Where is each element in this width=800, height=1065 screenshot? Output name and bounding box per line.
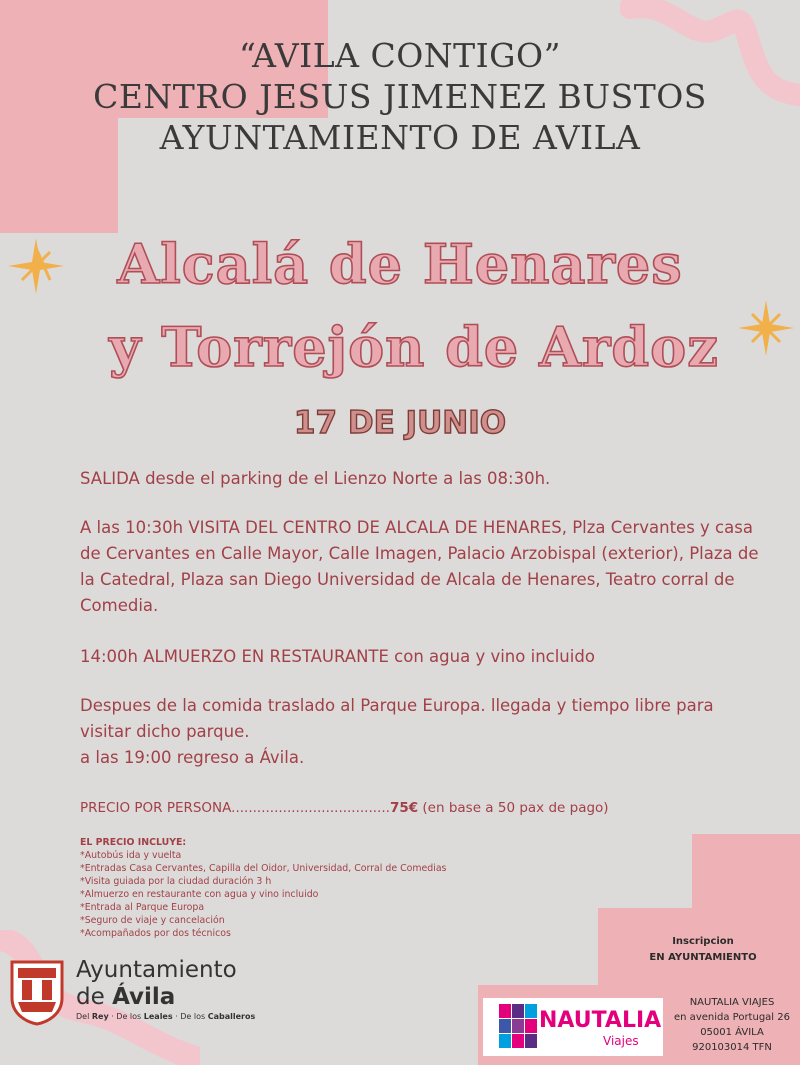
contact-line: NAUTALIA VIAJES xyxy=(689,997,775,1008)
header-line: CENTRO JESUS JIMENEZ BUSTOS xyxy=(93,77,707,116)
event-date: 17 DE JUNIO xyxy=(293,405,507,441)
tagline-word: Leales xyxy=(143,1012,173,1021)
lunch-text: 14:00h ALMUERZO EN RESTAURANTE con agua y vino incluido xyxy=(80,647,595,666)
departure-text: SALIDA desde el parking de el Lienzo Norte a las 08:30h. xyxy=(80,469,551,488)
tagline-word: Rey xyxy=(91,1012,109,1021)
nautalia-sub: Viajes xyxy=(603,1034,639,1048)
city-hall-name: Ayuntamiento xyxy=(76,957,237,983)
list-item: *Seguro de viaje y cancelación xyxy=(80,915,225,926)
city-hall-logo-text xyxy=(76,957,237,1011)
registration-line: EN AYUNTAMIENTO xyxy=(649,952,757,963)
price-value: 75€ xyxy=(389,800,419,816)
return-text: a las 19:00 regreso a Ávila. xyxy=(80,748,305,767)
contact-line: 05001 ÁVILA xyxy=(700,1027,764,1038)
list-item: *Acompañados por dos técnicos xyxy=(80,928,231,939)
title-line-2: y Torrejón de Ardoz xyxy=(109,315,719,379)
city-shield-icon xyxy=(8,958,66,1026)
contact-line: en avenida Portugal 26 xyxy=(674,1012,790,1023)
price-label: PRECIO POR PERSONA..................................... xyxy=(80,800,390,816)
registration-line: Inscripcion xyxy=(672,936,734,947)
city-hall-city xyxy=(76,984,237,1011)
afternoon-text: Despues de la comida traslado al Parque Europa. llegada y tiempo libre para visitar dicho parque. xyxy=(80,696,714,741)
city-prefix: de xyxy=(76,984,113,1010)
list-item: *Almuerzo en restaurante con agua y vino incluido xyxy=(80,889,319,900)
price-note: (en base a 50 pax de pago) xyxy=(418,800,609,816)
contact-line: 920103014 TFN xyxy=(692,1042,772,1053)
list-item: *Entradas Casa Cervantes, Capilla del Oidor, Universidad, Corral de Comedias xyxy=(80,863,447,874)
title-line-1: Alcalá de Henares xyxy=(117,232,683,296)
tagline-part: · De los xyxy=(172,1012,208,1021)
nautalia-brand: NAUTALIA xyxy=(539,1008,662,1033)
tagline-part: · De los xyxy=(108,1012,144,1021)
list-item: *Autobús ida y vuelta xyxy=(80,850,182,861)
agency-contact xyxy=(668,995,796,1055)
list-item: *Visita guiada por la ciudad duración 3 h xyxy=(80,876,272,887)
nautalia-logo xyxy=(483,998,663,1056)
header-line: “AVILA CONTIGO” xyxy=(239,36,561,75)
visit-text: A las 10:30h VISITA DEL CENTRO DE ALCALA DE HENARES, Plza Cervantes y casa de Cervantes en Calle Mayor, Calle Imagen, Palacio Arzobispal (exterior), Plaza de la Catedral, Plaza san Diego Universidad de Alcala de Henares, Teatro corral de Comedia. xyxy=(80,518,759,615)
includes-heading: EL PRECIO INCLUYE: xyxy=(80,837,187,848)
includes-list xyxy=(80,836,446,940)
city-name: Ávila xyxy=(112,984,176,1010)
list-item: *Entrada al Parque Europa xyxy=(80,902,205,913)
tagline-word: Caballeros xyxy=(207,1012,256,1021)
city-hall-tagline xyxy=(76,1012,255,1021)
nautalia-mosaic-icon xyxy=(499,1004,539,1048)
registration-info xyxy=(608,934,798,966)
tagline-part: Del xyxy=(76,1012,92,1021)
header xyxy=(0,35,800,158)
price-line xyxy=(80,795,770,821)
header-line: AYUNTAMIENTO DE AVILA xyxy=(159,118,641,157)
